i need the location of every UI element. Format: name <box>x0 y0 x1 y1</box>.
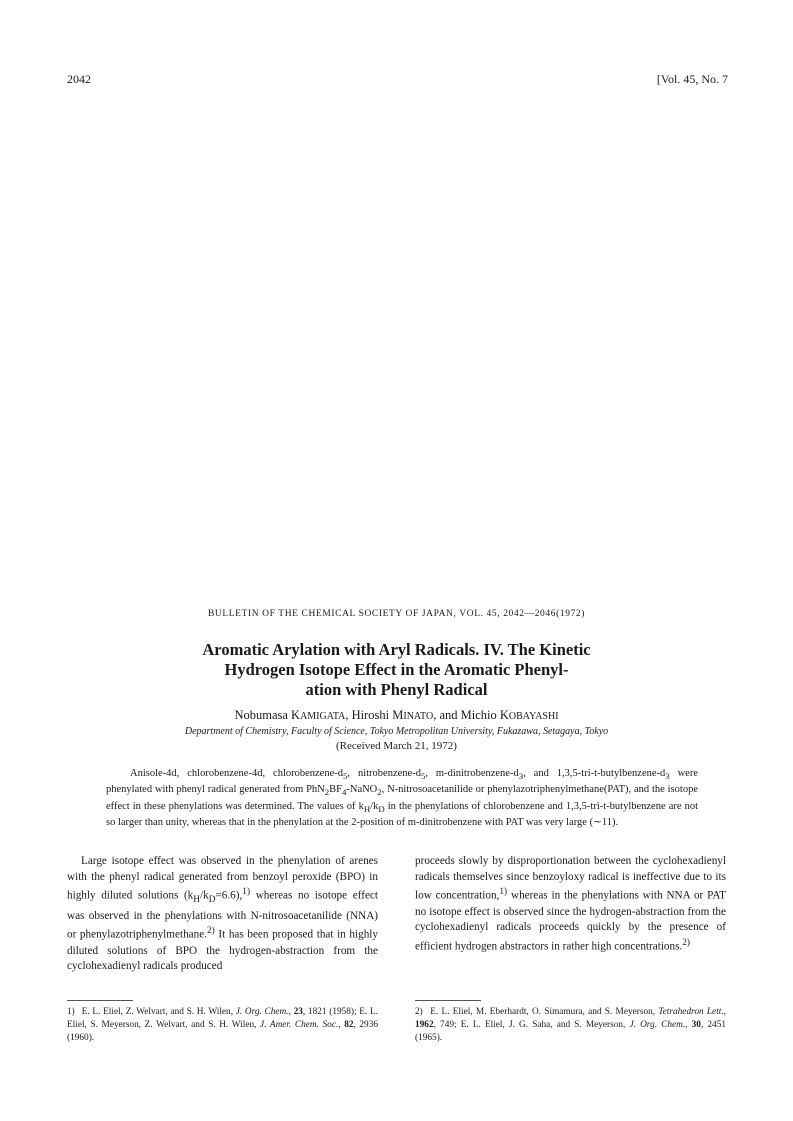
body-text-left-column: Large isotope effect was observed in the phenylation of arenes with the phenyl radical generated from benzoyl peroxide (BPO) in highly diluted solutions $(k_H/k_D=6.6),^{1)}$ whereas no isotope effect was observed in the phenylations with N-nitrosoacetanilide (NNA) or phenylazotriphenylmethane.$^{2)}$ It has been proposed that in highly diluted solutions of BPO the hydrogen-abstraction from the cyclohexadienyl radicals produced <box>67 855 379 973</box>
journal-citation-line: BULLETIN OF THE CHEMICAL SOCIETY OF JAPAN, VOL. 45, 2042—2046(1972) <box>207 609 586 619</box>
title-line-3: ation with Phenyl Radical <box>305 680 488 699</box>
author-1: Nobumasa KAMIGATA <box>234 708 346 722</box>
author-3: Michio KOBAYASHI <box>460 708 559 722</box>
title-line-1: Aromatic Arylation with Aryl Radicals. IV. The Kinetic <box>202 640 591 659</box>
title-line-2: Hydrogen Isotope Effect in the Aromatic Phenyl- <box>224 660 569 679</box>
author-list: Nobumasa KAMIGATA, Hiroshi MINATO, and Michio KOBAYASHI <box>234 708 559 722</box>
body-text-right-column: proceeds slowly by disproportionation between the cyclohexadienyl radicals themselves since benzoyloxy radical is ineffective due to its low concentration,$^{1)}$ whereas in the phenylations with NNA or PAT no isotope effect is observed since the hydrogen-abstraction from the cyclohexadienyl radicals proceeds quickly by the presence of efficient hydrogen abstractors in rather high concentrations.$^{2)}$ <box>415 855 726 953</box>
article-title <box>120 640 673 700</box>
footnote-2: 2) E. L. Eliel, M. Eberhardt, O. Simamura, and S. Meyerson, Tetrahedron Lett., 1962, 749; E. L. Eliel, J. G. Saha, and S. Meyerson, J. Org. Chem., 30, 2451 (1965). <box>415 1007 726 1043</box>
abstract: Anisole-4d, chlorobenzene-4d, chlorobenzene-$d_5$, nitrobenzene-$d_5$, $m-dinitrobenzene-d_3$, and $1,3,5-tri-t-butylbenzene-d_3$ were phenylated with phenyl radical generated from $PhN_2BF_4-NaNO_2$, N-nitrosoacetanilide or phenylazotriphenylmethane(PAT), and the isotope effect in these phenylations was determined. The values of $k_H/k_D$ in the phenylations of chlorobenzene and 1,3,5-tri-t-butylbenzene are not so larger than unity, whereas that in the phenylation at the 2-position of m-dinitrobenzene with PAT was very large (∼11). <box>106 768 698 828</box>
footnote-divider-left <box>67 1000 133 1001</box>
volume-info: [Vol. 45, No. 7 <box>656 72 728 86</box>
page-number: 2042 <box>67 72 91 86</box>
footnote-1: 1) E. L. Eliel, Z. Welvart, and S. H. Wilen, J. Org. Chem., 23, 1821 (1958); E. L. Eliel, S. Meyerson, Z. Welvart, and S. H. Wilen, J. Amer. Chem. Soc., 82, 2936 (1960). <box>67 1007 379 1043</box>
author-2: Hiroshi MINATO <box>351 708 434 722</box>
author-affiliation: Department of Chemistry, Faculty of Science, Tokyo Metropolitan University, Fukazawa, Setagaya, Tokyo <box>184 726 609 737</box>
received-date: (Received March 21, 1972) <box>336 740 457 752</box>
footnote-divider-right <box>415 1000 481 1001</box>
